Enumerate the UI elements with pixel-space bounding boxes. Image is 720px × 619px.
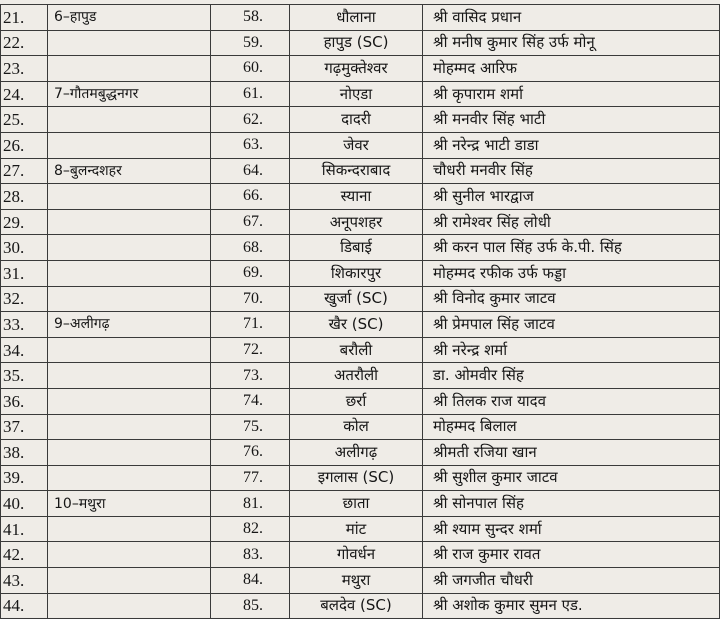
table-row: [1, 337, 720, 363]
candidate-name-cell: श्री नरेन्द्र शर्मा: [423, 337, 720, 363]
serial-number-cell: 37.: [1, 414, 48, 440]
candidate-name-cell: श्री मनवीर सिंह भाटी: [423, 107, 720, 133]
candidate-name-cell: मोहम्मद बिलाल: [423, 414, 720, 440]
candidate-name-cell: मोहम्मद आरिफ: [423, 56, 720, 82]
constituency-number-cell: 84.: [211, 568, 290, 594]
district-cell: [48, 516, 211, 542]
constituency-number-cell: 68.: [211, 235, 290, 261]
district-cell: [48, 209, 211, 235]
candidate-name-cell: श्री सुशील कुमार जाटव: [423, 465, 720, 491]
table-row: [1, 414, 720, 440]
constituency-number-cell: 58.: [211, 5, 290, 31]
candidate-name-cell: श्री श्याम सुन्दर शर्मा: [423, 516, 720, 542]
candidate-name-cell: श्री प्रेमपाल सिंह जाटव: [423, 312, 720, 338]
table-row: [1, 312, 720, 338]
constituency-number-cell: 63.: [211, 132, 290, 158]
district-cell: 9–अलीगढ़: [48, 312, 211, 338]
district-cell: [48, 107, 211, 133]
candidate-name-cell: श्री विनोद कुमार जाटव: [423, 286, 720, 312]
constituency-name-cell: इगलास (SC): [290, 465, 423, 491]
district-cell: [48, 30, 211, 56]
candidate-name-cell: श्री जगजीत चौधरी: [423, 568, 720, 594]
district-cell: [48, 568, 211, 594]
candidate-name-cell: श्री सुनील भारद्वाज: [423, 184, 720, 210]
constituency-name-cell: खुर्जा (SC): [290, 286, 423, 312]
candidate-table-body: [1, 5, 720, 619]
district-cell: [48, 388, 211, 414]
constituency-name-cell: कोल: [290, 414, 423, 440]
district-cell: 7–गौतमबुद्धनगर: [48, 81, 211, 107]
constituency-number-cell: 64.: [211, 158, 290, 184]
candidate-name-cell: मोहम्मद रफीक उर्फ फड्डा: [423, 260, 720, 286]
candidate-name-cell: श्री मनीष कुमार सिंह उर्फ मोनू: [423, 30, 720, 56]
table-row: [1, 440, 720, 466]
serial-number-cell: 40.: [1, 491, 48, 517]
constituency-name-cell: छाता: [290, 491, 423, 517]
candidate-name-cell: चौधरी मनवीर सिंह: [423, 158, 720, 184]
constituency-number-cell: 77.: [211, 465, 290, 491]
table-row: [1, 30, 720, 56]
serial-number-cell: 23.: [1, 56, 48, 82]
constituency-number-cell: 66.: [211, 184, 290, 210]
district-cell: 8–बुलन्दशहर: [48, 158, 211, 184]
table-row: [1, 286, 720, 312]
district-cell: [48, 363, 211, 389]
district-cell: [48, 337, 211, 363]
table-row: [1, 56, 720, 82]
candidate-name-cell: श्री नरेन्द्र भाटी डाडा: [423, 132, 720, 158]
constituency-number-cell: 72.: [211, 337, 290, 363]
serial-number-cell: 32.: [1, 286, 48, 312]
district-cell: [48, 260, 211, 286]
serial-number-cell: 31.: [1, 260, 48, 286]
district-cell: 6–हापुड: [48, 5, 211, 31]
serial-number-cell: 35.: [1, 363, 48, 389]
serial-number-cell: 27.: [1, 158, 48, 184]
candidate-name-cell: श्री राज कुमार रावत: [423, 542, 720, 568]
serial-number-cell: 30.: [1, 235, 48, 261]
table-row: [1, 81, 720, 107]
constituency-name-cell: अनूपशहर: [290, 209, 423, 235]
candidate-name-cell: श्री अशोक कुमार सुमन एड.: [423, 593, 720, 619]
serial-number-cell: 34.: [1, 337, 48, 363]
serial-number-cell: 44.: [1, 593, 48, 619]
constituency-number-cell: 82.: [211, 516, 290, 542]
district-cell: [48, 465, 211, 491]
constituency-name-cell: खैर (SC): [290, 312, 423, 338]
constituency-name-cell: बलदेव (SC): [290, 593, 423, 619]
constituency-name-cell: अतरौली: [290, 363, 423, 389]
serial-number-cell: 41.: [1, 516, 48, 542]
constituency-name-cell: दादरी: [290, 107, 423, 133]
candidate-name-cell: श्री वासिद प्रधान: [423, 5, 720, 31]
constituency-number-cell: 60.: [211, 56, 290, 82]
constituency-name-cell: गोवर्धन: [290, 542, 423, 568]
candidate-name-cell: श्री करन पाल सिंह उर्फ के.पी. सिंह: [423, 235, 720, 261]
serial-number-cell: 33.: [1, 312, 48, 338]
table-row: [1, 158, 720, 184]
serial-number-cell: 42.: [1, 542, 48, 568]
constituency-number-cell: 81.: [211, 491, 290, 517]
table-row: [1, 491, 720, 517]
district-cell: [48, 286, 211, 312]
table-row: [1, 593, 720, 619]
constituency-number-cell: 67.: [211, 209, 290, 235]
constituency-name-cell: मथुरा: [290, 568, 423, 594]
serial-number-cell: 39.: [1, 465, 48, 491]
constituency-name-cell: शिकारपुर: [290, 260, 423, 286]
candidate-name-cell: श्री सोनपाल सिंह: [423, 491, 720, 517]
district-cell: [48, 440, 211, 466]
constituency-name-cell: बरौली: [290, 337, 423, 363]
district-cell: 10–मथुरा: [48, 491, 211, 517]
constituency-number-cell: 62.: [211, 107, 290, 133]
district-cell: [48, 184, 211, 210]
constituency-number-cell: 73.: [211, 363, 290, 389]
serial-number-cell: 28.: [1, 184, 48, 210]
candidate-name-cell: श्री तिलक राज यादव: [423, 388, 720, 414]
table-row: [1, 132, 720, 158]
district-cell: [48, 593, 211, 619]
constituency-name-cell: डिबाई: [290, 235, 423, 261]
constituency-number-cell: 70.: [211, 286, 290, 312]
constituency-name-cell: नोएडा: [290, 81, 423, 107]
table-row: [1, 363, 720, 389]
table-row: [1, 184, 720, 210]
candidate-name-cell: श्रीमती रजिया खान: [423, 440, 720, 466]
constituency-number-cell: 59.: [211, 30, 290, 56]
table-row: [1, 542, 720, 568]
constituency-name-cell: मांट: [290, 516, 423, 542]
constituency-name-cell: स्याना: [290, 184, 423, 210]
serial-number-cell: 22.: [1, 30, 48, 56]
constituency-name-cell: गढ़मुक्तेश्वर: [290, 56, 423, 82]
constituency-name-cell: छर्रा: [290, 388, 423, 414]
serial-number-cell: 21.: [1, 5, 48, 31]
table-row: [1, 107, 720, 133]
serial-number-cell: 24.: [1, 81, 48, 107]
constituency-number-cell: 71.: [211, 312, 290, 338]
table-row: [1, 260, 720, 286]
candidate-table: [0, 4, 720, 619]
constituency-name-cell: जेवर: [290, 132, 423, 158]
candidate-name-cell: डा. ओमवीर सिंह: [423, 363, 720, 389]
district-cell: [48, 414, 211, 440]
serial-number-cell: 29.: [1, 209, 48, 235]
constituency-name-cell: अलीगढ़: [290, 440, 423, 466]
table-row: [1, 5, 720, 31]
district-cell: [48, 56, 211, 82]
constituency-number-cell: 76.: [211, 440, 290, 466]
district-cell: [48, 132, 211, 158]
table-row: [1, 209, 720, 235]
constituency-name-cell: धौलाना: [290, 5, 423, 31]
serial-number-cell: 26.: [1, 132, 48, 158]
table-row: [1, 516, 720, 542]
table-row: [1, 568, 720, 594]
district-cell: [48, 542, 211, 568]
constituency-number-cell: 61.: [211, 81, 290, 107]
constituency-number-cell: 75.: [211, 414, 290, 440]
constituency-number-cell: 69.: [211, 260, 290, 286]
constituency-number-cell: 83.: [211, 542, 290, 568]
serial-number-cell: 25.: [1, 107, 48, 133]
table-row: [1, 465, 720, 491]
district-cell: [48, 235, 211, 261]
serial-number-cell: 38.: [1, 440, 48, 466]
constituency-number-cell: 85.: [211, 593, 290, 619]
constituency-name-cell: सिकन्दराबाद: [290, 158, 423, 184]
table-row: [1, 388, 720, 414]
constituency-name-cell: हापुड (SC): [290, 30, 423, 56]
candidate-name-cell: श्री रामेश्वर सिंह लोधी: [423, 209, 720, 235]
candidate-name-cell: श्री कृपाराम शर्मा: [423, 81, 720, 107]
constituency-number-cell: 74.: [211, 388, 290, 414]
table-row: [1, 235, 720, 261]
serial-number-cell: 36.: [1, 388, 48, 414]
serial-number-cell: 43.: [1, 568, 48, 594]
